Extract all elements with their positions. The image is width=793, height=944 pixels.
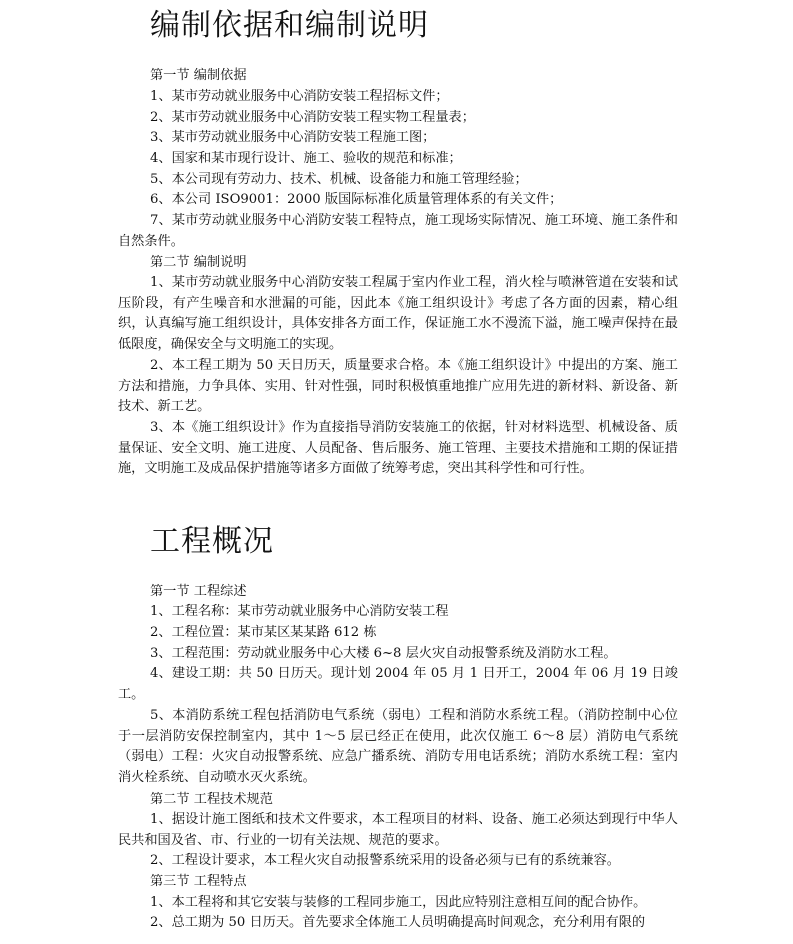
subsection-heading-basis: 第一节 编制依据 [150, 68, 247, 83]
subsection-heading-specs: 第二节 工程技术规范 [150, 792, 273, 807]
section-title-basis: 编制依据和编制说明 [150, 8, 429, 43]
basis-item-4: 4、国家和某市现行设计、施工、验收的规范和标准； [150, 151, 462, 166]
section-title-overview: 工程概况 [150, 524, 274, 559]
summary-item-3: 3、工程范围：劳动就业服务中心大楼 6~8 层火灾自动报警系统及消防水工程。 [150, 646, 617, 661]
specs-item-2: 2、工程设计要求，本工程火灾自动报警系统采用的设备必须与已有的系统兼容。 [150, 853, 620, 868]
subsection-heading-features: 第三节 工程特点 [150, 874, 247, 889]
basis-item-3: 3、某市劳动就业服务中心消防安装工程施工图； [150, 130, 436, 145]
notes-item-2: 2、本工程工期为 50 天日历天，质量要求合格。本《施工组织设计》中提出的方案、施工方法和措施，力争具体、实用、针对性强，同时积极慎重地推广应用先进的新材料、新设备、新技术、新工艺。 [118, 358, 678, 415]
summary-item-4: 4、建设工期：共 50 日历天。现计划 2004 年 05 月 1 日开工，2004 年 06 月 19 日竣工。 [118, 666, 678, 702]
summary-item-5: 5、本消防系统工程包括消防电气系统（弱电）工程和消防水系统工程。（消防控制中心位于一层消防安保控制室内，其中 1～5 层已经正在使用，此次仅施工 6～8 层）消防电气系统（弱电）工程：火灾自动报警系统、应急广播系统、消防专用电话系统；消防水系统工程：室内消火栓系统、自动喷水灭火系统。 [118, 708, 678, 785]
summary-item-1: 1、工程名称：某市劳动就业服务中心消防安装工程 [150, 604, 449, 619]
basis-item-2: 2、某市劳动就业服务中心消防安装工程实物工程量表； [150, 110, 475, 125]
subsection-heading-notes: 第二节 编制说明 [150, 255, 247, 270]
basis-item-7: 7、某市劳动就业服务中心消防安装工程特点，施工现场实际情况、施工环境、施工条件和自然条件。 [118, 213, 678, 249]
subsection-heading-summary: 第一节 工程综述 [150, 584, 247, 599]
specs-item-1: 1、据设计施工图纸和技术文件要求，本工程项目的材料、设备、施工必须达到现行中华人民共和国及省、市、行业的一切有关法规、规范的要求。 [118, 812, 678, 848]
basis-item-5: 5、本公司现有劳动力、技术、机械、设备能力和施工管理经验； [150, 172, 528, 187]
notes-item-1: 1、某市劳动就业服务中心消防安装工程属于室内作业工程，消火栓与喷淋管道在安装和试压阶段，有产生噪音和水泄漏的可能，因此本《施工组织设计》考虑了各方面的因素，精心组织，认真编写施工组织设计，具体安排各方面工作，保证施工水不漫流下溢，施工噪声保持在最低限度，确保安全与文明施工的实现。 [118, 275, 678, 352]
notes-item-3: 3、本《施工组织设计》作为直接指导消防安装施工的依据，针对材料选型、机械设备、质量保证、安全文明、施工进度、人员配备、售后服务、施工管理、主要技术措施和工期的保证措施，文明施工及成品保护措施等诸多方面做了统筹考虑，突出其科学性和可行性。 [118, 420, 678, 477]
basis-item-1: 1、某市劳动就业服务中心消防安装工程招标文件； [150, 89, 449, 104]
features-item-2: 2、总工期为 50 日历天。首先要求全体施工人员明确提高时间观念，充分利用有限的 [150, 915, 646, 930]
basis-item-6: 6、本公司 ISO9001：2000 版国际标准化质量管理体系的有关文件； [150, 192, 563, 207]
summary-item-2: 2、工程位置：某市某区某某路 612 栋 [150, 625, 377, 640]
features-item-1: 1、本工程将和其它安装与装修的工程同步施工，因此应特别注意相互间的配合协作。 [150, 895, 647, 910]
